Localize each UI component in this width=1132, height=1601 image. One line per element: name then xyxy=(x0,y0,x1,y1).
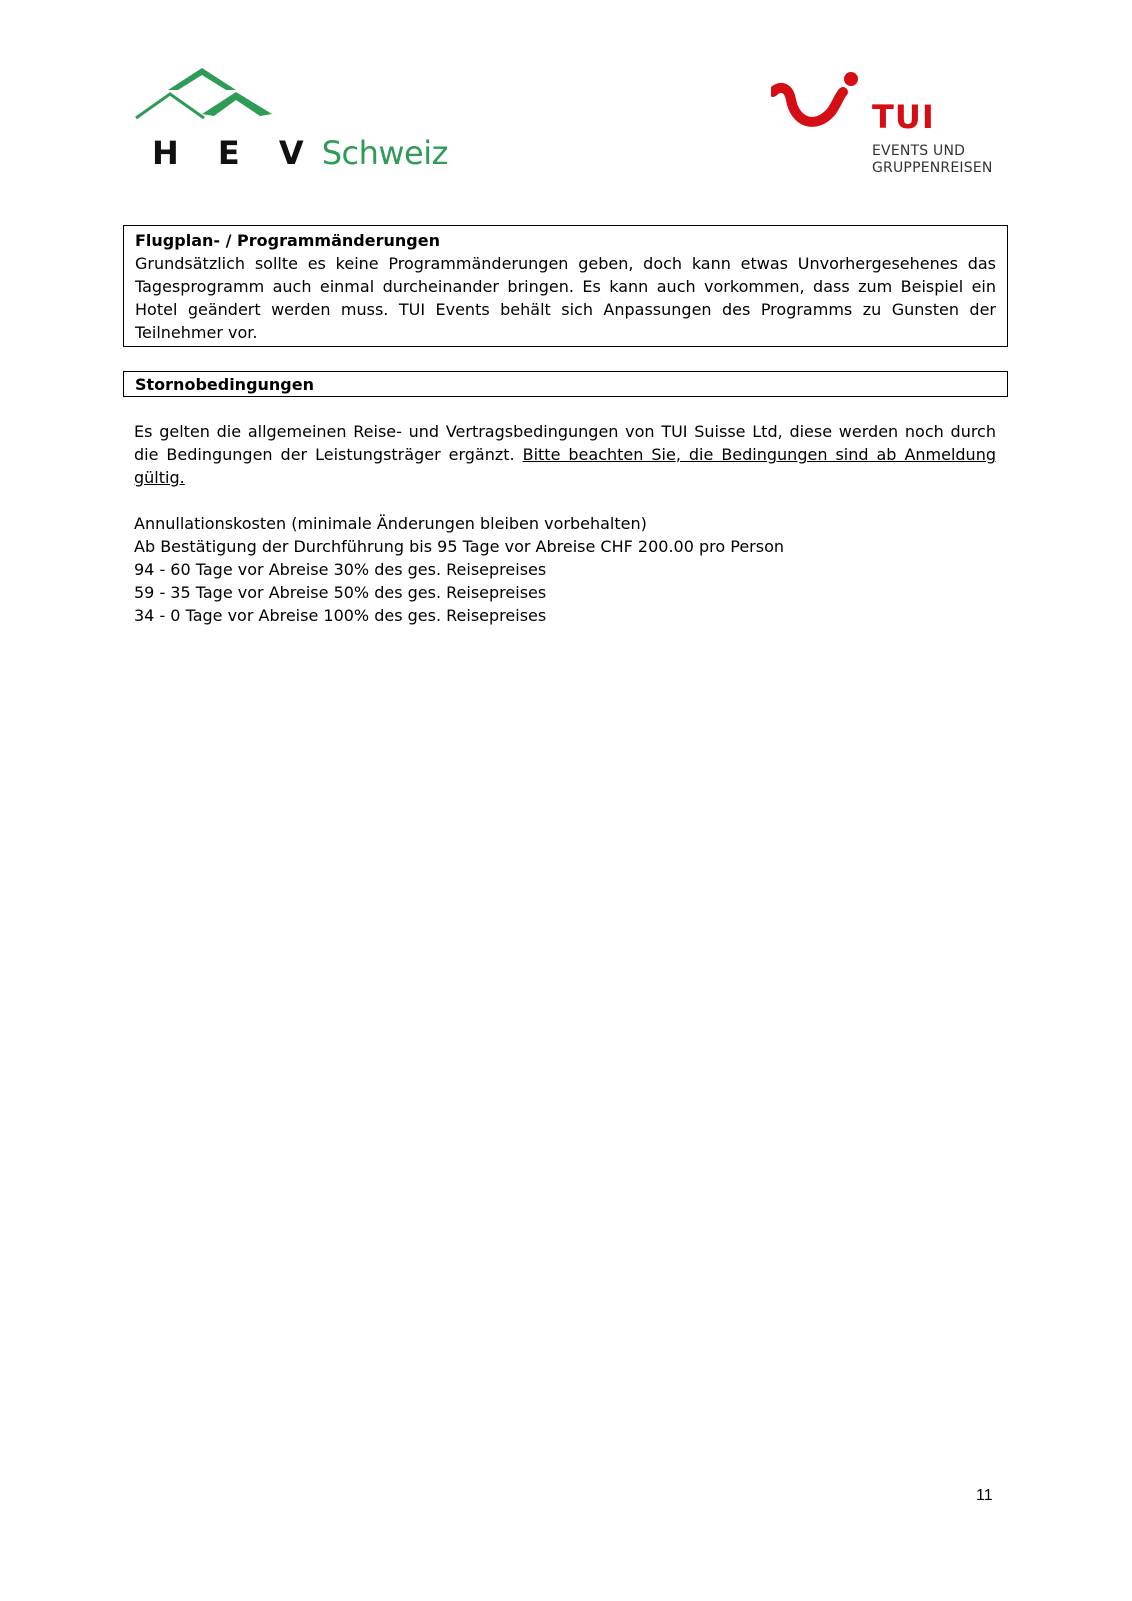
flugplan-text: Grundsätzlich sollte es keine Programmänderungen geben, doch kann etwas Unvorhergesehenes das Tagesprogramm auch einmal durcheinander bringen. Es kann auch vorkommen, dass zum Beispiel ein Hotel geändert werden muss. TUI Events behält sich Anpassungen des Programms zu Gunsten der Teilnehmer vor. xyxy=(135,254,996,342)
storno-text-main: Es gelten die allgemeinen Reise- und Vertragsbedingungen von TUI Suisse Ltd, diese werden noch durch die Bedingungen der Leistungsträger ergänzt. xyxy=(134,422,996,464)
annullation-costs xyxy=(134,512,996,627)
hev-letters: H E V xyxy=(152,134,318,172)
flugplan-heading: Flugplan- / Programmänderungen xyxy=(135,231,440,250)
storno-text xyxy=(134,420,996,489)
annullation-line: 94 - 60 Tage vor Abreise 30% des ges. Reisepreises xyxy=(134,560,547,579)
page-number: 11 xyxy=(976,1487,993,1504)
flugplan-section-box xyxy=(123,225,1008,347)
tui-wordmark: TUI xyxy=(872,98,935,136)
hev-schweiz-logo xyxy=(134,68,448,178)
tui-logo xyxy=(771,70,1001,180)
tui-subtitle-line1: EVENTS UND xyxy=(872,143,966,159)
storno-heading: Stornobedingungen xyxy=(135,375,314,394)
tui-subtitle xyxy=(872,143,993,177)
hev-wordmark xyxy=(152,134,448,178)
annullation-line: Ab Bestätigung der Durchführung bis 95 Tage vor Abreise CHF 200.00 pro Person xyxy=(134,537,784,556)
hev-schweiz-word: Schweiz xyxy=(321,134,448,172)
annullation-line: 59 - 35 Tage vor Abreise 50% des ges. Reisepreises xyxy=(134,583,547,602)
tui-subtitle-line2: GRUPPENREISEN xyxy=(872,160,993,176)
storno-heading-box xyxy=(123,371,1008,397)
annullation-title: Annullationskosten (minimale Änderungen bleiben vorbehalten) xyxy=(134,514,647,533)
storno-text-underlined: Bitte beachten Sie, die Bedingungen sind ab Anmeldung gültig. xyxy=(134,445,996,487)
hev-roof-icon xyxy=(134,68,284,130)
annullation-line: 34 - 0 Tage vor Abreise 100% des ges. Reisepreises xyxy=(134,606,547,625)
tui-smile-icon xyxy=(771,70,867,142)
